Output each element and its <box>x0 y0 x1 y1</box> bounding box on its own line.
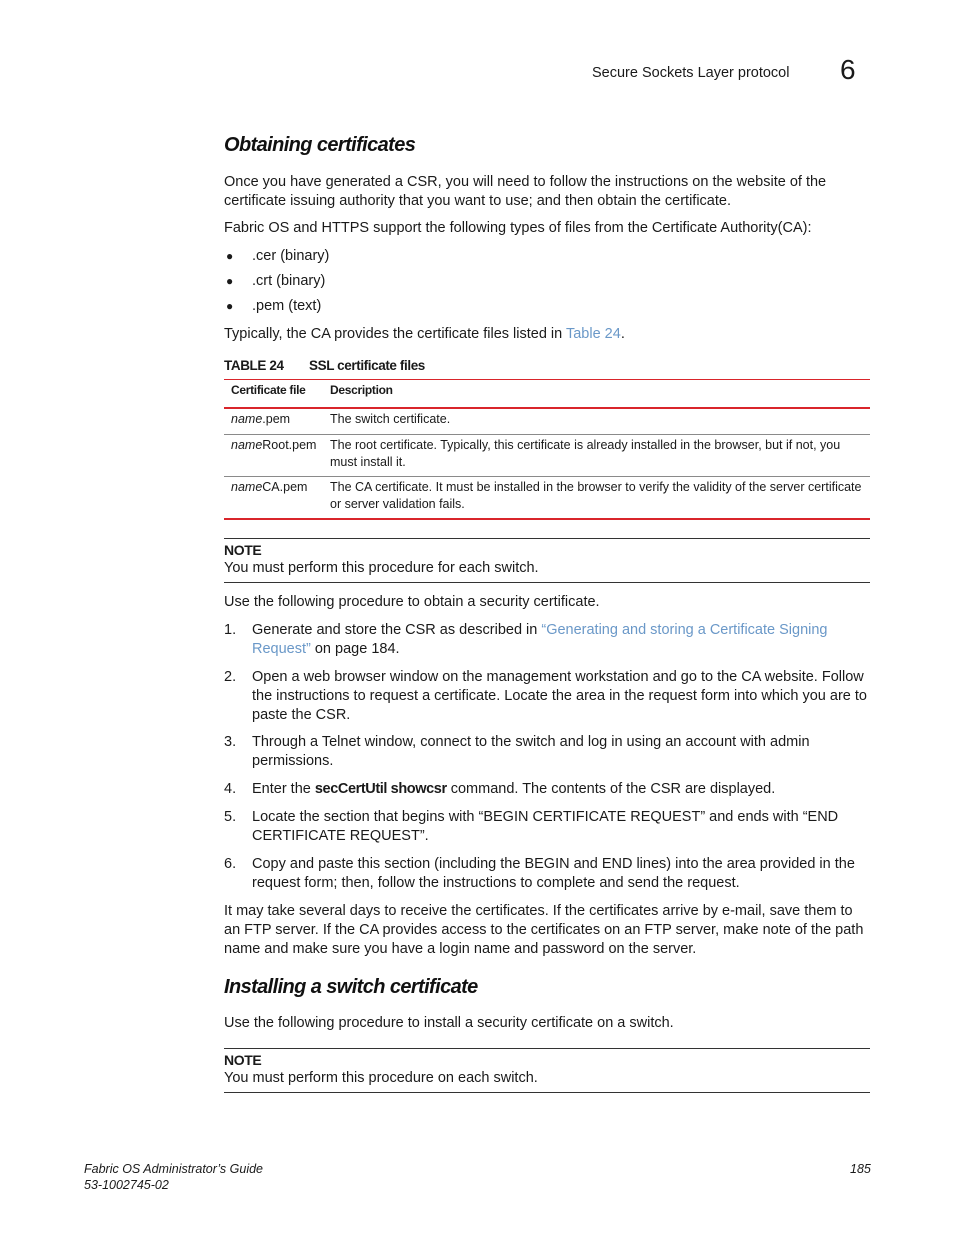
table-24-link[interactable]: Table 24 <box>565 326 621 342</box>
table-row <box>224 435 870 476</box>
table-cell-file <box>231 437 316 454</box>
step-number: 4. <box>224 781 237 797</box>
filename-suffix: CA.pem <box>262 480 308 494</box>
intro-paragraph: Once you have generated a CSR, you will need to follow the instructions on the website of the certificate issuing authority that you want to use; and then obtain the certificate. <box>224 174 827 209</box>
note-text: You must perform this procedure for each switch. <box>224 560 539 576</box>
footer-doc-number: 53-1002745-02 <box>84 1178 169 1192</box>
step-text <box>252 621 870 659</box>
note-bottom-rule <box>224 1092 870 1093</box>
filename-variable: name <box>231 438 263 452</box>
step-text: Copy and paste this section (including the BEGIN and END lines) into the area provided in the request form; then, follow the instructions to complete and send the request. <box>252 856 855 891</box>
table-reference-text: Typically, the CA provides the certificate files listed in <box>224 326 566 342</box>
table-cell-file <box>231 479 307 496</box>
table-row <box>224 409 870 434</box>
step-text: Locate the section that begins with “BEGIN CERTIFICATE REQUEST” and ends with “END CERTIFICATE REQUEST”. <box>252 809 839 844</box>
table-bottom-rule <box>224 518 870 520</box>
step-number: 5. <box>224 809 237 825</box>
step-text <box>252 780 870 799</box>
note-label: NOTE <box>224 1052 262 1068</box>
step-text: Open a web browser window on the management workstation and go to the CA website. Follow the instructions to request a certificate. Locate the area in the request form into which you are to paste the CSR. <box>252 669 867 723</box>
command-name: secCertUtil showcsr <box>314 781 447 797</box>
table-cell-file <box>231 411 290 428</box>
table-row <box>224 477 870 518</box>
step-text-prefix: Enter the <box>252 781 315 797</box>
table-reference-end: . <box>620 326 625 342</box>
cross-reference-link[interactable]: “Generating and storing a Certificate Signing Request” <box>252 622 828 657</box>
step-text-suffix: command. The contents of the CSR are displayed. <box>446 781 776 797</box>
table-header-description: Description <box>330 383 393 397</box>
list-item-label: .cer (binary) <box>252 248 330 264</box>
table-caption-title: SSL certificate files <box>309 358 425 373</box>
table-cell-description: The root certificate. Typically, this certificate is already installed in the browser, but if not, you must install it. <box>330 438 841 469</box>
supported-files-paragraph: Fabric OS and HTTPS support the following types of files from the Certificate Authority(CA): <box>224 220 812 236</box>
footer-guide-title: Fabric OS Administrator’s Guide <box>84 1162 263 1176</box>
note-top-rule <box>224 538 870 539</box>
note-label: NOTE <box>224 542 262 558</box>
table-cell-description: The switch certificate. <box>330 412 451 426</box>
step-number: 1. <box>224 622 237 638</box>
chapter-number: 6 <box>840 54 856 85</box>
step-number: 2. <box>224 669 237 685</box>
filename-suffix: Root.pem <box>262 438 317 452</box>
closing-paragraph: It may take several days to receive the certificates. If the certificates arrive by e-mail, save them to an FTP server. If the CA provides access to the certificates on an FTP server, make note of the path name and make sure you have a login name and password on the server. <box>224 903 864 957</box>
filename-variable: name <box>231 480 263 494</box>
filename-variable: name <box>231 412 263 426</box>
section-heading-obtaining-certificates: Obtaining certificates <box>224 134 416 156</box>
bullet-icon: ● <box>226 299 234 313</box>
step-text: Through a Telnet window, connect to the switch and log in using an account with admin permissions. <box>252 734 810 769</box>
note-bottom-rule <box>224 582 870 583</box>
list-item-label: .pem (text) <box>252 298 322 314</box>
procedure-intro: Use the following procedure to obtain a security certificate. <box>224 594 600 610</box>
bullet-icon: ● <box>226 249 234 263</box>
table-top-rule <box>224 379 870 380</box>
filename-suffix: .pem <box>262 412 291 426</box>
table-cell-description: The CA certificate. It must be installed in the browser to verify the validity of the server certificate or server validation fails. <box>330 480 862 511</box>
note-top-rule <box>224 1048 870 1049</box>
list-item-label: .crt (binary) <box>252 273 326 289</box>
step-text-suffix: on page 184. <box>310 641 400 657</box>
note-text: You must perform this procedure on each switch. <box>224 1070 538 1086</box>
step-number: 6. <box>224 856 237 872</box>
bullet-icon: ● <box>226 274 234 288</box>
table-header-certificate-file: Certificate file <box>231 383 306 397</box>
footer-page-number: 185 <box>850 1162 871 1176</box>
step-number: 3. <box>224 734 237 750</box>
running-header-title: Secure Sockets Layer protocol <box>592 65 790 81</box>
section-heading-installing-certificate: Installing a switch certificate <box>224 976 478 998</box>
table-reference-paragraph <box>224 325 870 344</box>
install-intro: Use the following procedure to install a security certificate on a switch. <box>224 1015 674 1031</box>
step-text-prefix: Generate and store the CSR as described in <box>252 622 542 638</box>
table-caption-label: TABLE 24 <box>224 358 284 373</box>
